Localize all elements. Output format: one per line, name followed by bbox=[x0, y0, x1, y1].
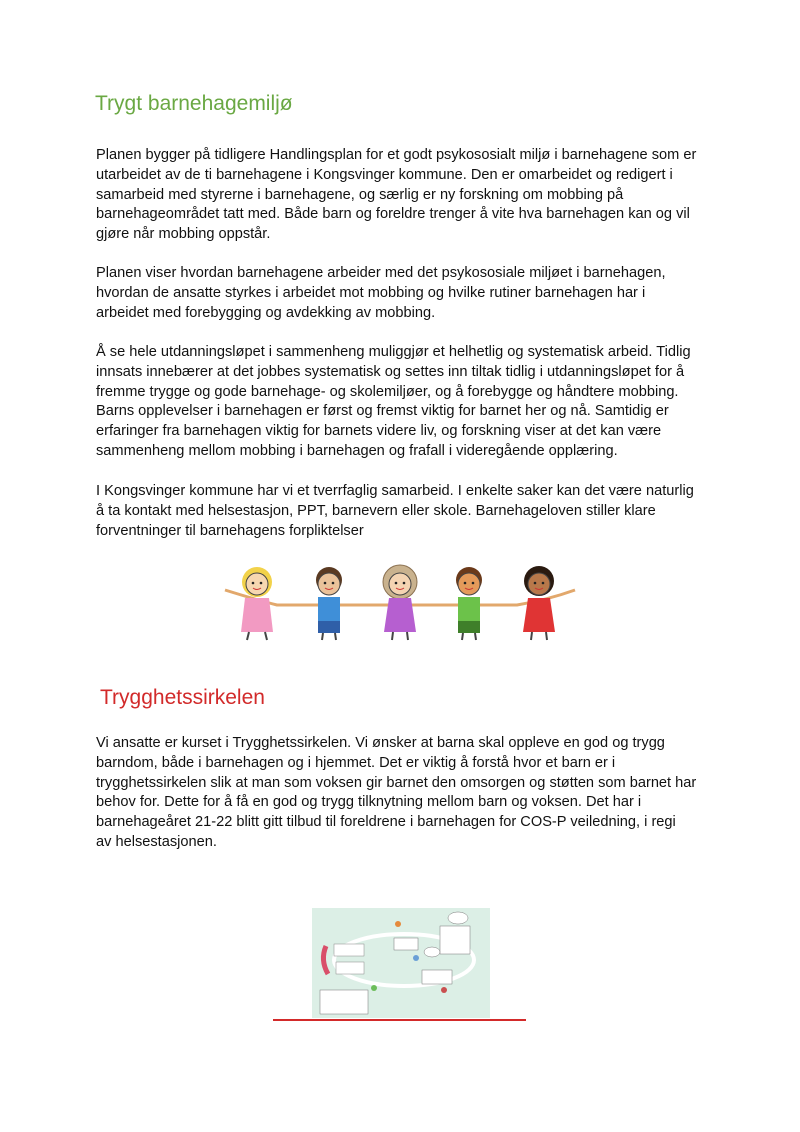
child-2-figure bbox=[316, 567, 342, 640]
child-4-figure bbox=[456, 567, 482, 640]
circle-of-security-illustration bbox=[312, 908, 490, 1018]
section-title-trygghetssirkelen: Trygghetssirkelen bbox=[100, 686, 265, 709]
child-5-figure bbox=[523, 566, 555, 640]
paragraph-trygghetssirkelen: Vi ansatte er kurset i Trygghetssirkelen. Vi ønsker at barna skal oppleve en god og trygg barndom, både i barnehagen og i hjemmet. Det er viktig å forstå hvor et barn er i trygghetssirkelen slik at man som voksen gir barnet den omsorgen og støtten som barnet har behov for. Dette for å få en god og trygg tilknytning mellom barn og voksen. Det har i barnehageåret 21-22 blitt gitt tilbud til foreldrene i barnehagen for COS-P veiledning, i regi av helsestasjonen. bbox=[96, 735, 697, 850]
section-divider-line bbox=[273, 1019, 526, 1021]
paragraph-plan: Planen viser hvordan barnehagene arbeider med det psykososiale miljøet i barnehagen, hvordan de ansatte styrkes i arbeidet mot mobbing og hvilke rutiner barnehagen har i arbeidet med forebygging og avdekking av mobbing. bbox=[96, 265, 666, 321]
child-3-figure bbox=[383, 565, 417, 640]
child-1-figure bbox=[241, 567, 273, 640]
section-title-trygt-barnehagemiljo: Trygt barnehagemiljø bbox=[95, 92, 293, 115]
paragraph-intro: Planen bygger på tidligere Handlingsplan for et godt psykososialt miljø i barnehagene som er utarbeidet av de ti barnehagene i Kongsvinger kommune. Den er omarbeidet og redigert i samarbeid med styrerne i barnehagene, og særlig er ny forskning om mobbing på barnehageområdet tatt med. Både barn og foreldre trenger å vite hva barnehagen kan og vil gjøre når mobbing oppstår. bbox=[96, 147, 697, 243]
paragraph-utdanningslop: Å se hele utdanningsløpet i sammenheng muliggjør et helhetlig og systematisk arbeid. Tidlig innsats innebærer at det jobbes systematisk og settes inn tiltak tidlig i utdanningsløpet for å fremme trygge og gode barnehage- og skolemiljøer, og å forebygge og håndtere mobbing. Barns opplevelser i barnehagen er først og fremst viktig for barnet her og nå. Samtidig er erfaringer fra barnehagen viktig for barnets videre liv, og forskning viser at det kan være sammenheng mellom mobbing i barnehagen og frafall i videregående opplæring. bbox=[96, 344, 691, 459]
children-holding-hands-illustration bbox=[217, 560, 583, 642]
paragraph-samarbeid: I Kongsvinger kommune har vi et tverrfaglig samarbeid. I enkelte saker kan det være naturlig å ta kontakt med helsestasjon, PPT, barnevern eller skole. Barnehageloven stiller klare forventninger til barnehagens forpliktelser bbox=[96, 483, 694, 539]
